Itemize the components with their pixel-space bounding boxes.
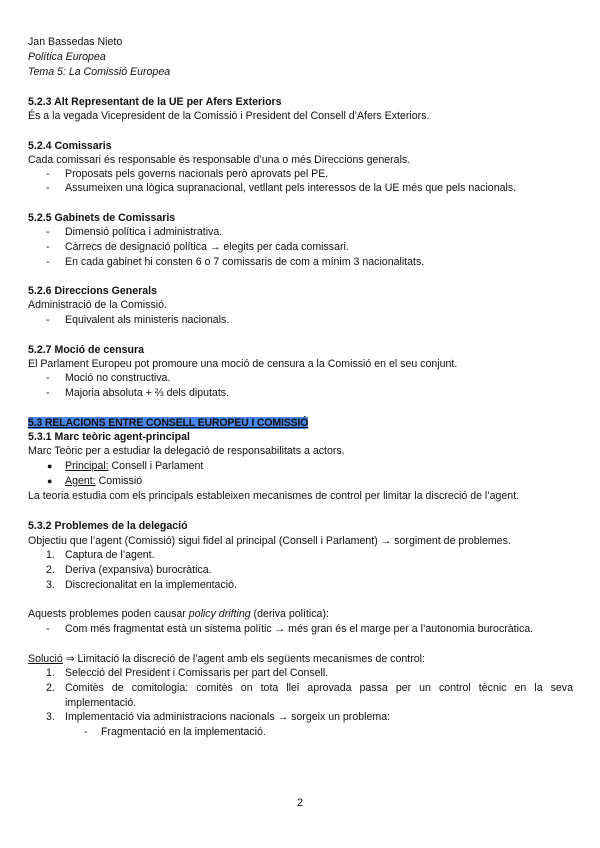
list-item-text: Majoria absoluta + ⅔ dels diputats. [65, 387, 230, 399]
dash-bullet: - [84, 726, 88, 738]
dash-bullet: - [46, 241, 50, 253]
numbered-item-text: Discrecionalitat en la implementació. [65, 579, 237, 591]
numbered-item-text: Deriva (expansiva) burocràtica. [65, 564, 212, 576]
highlighted-title: 5.3 RELACIONS ENTRE CONSELL EUROPEU I COMISSIÓ [28, 417, 309, 429]
drift-suffix: (deriva política): [250, 608, 329, 620]
bullet-dot: ● [47, 476, 53, 486]
solution-label: Solució [28, 653, 63, 665]
list-item-text: Càrrecs de designació política → elegits per cada comissari. [65, 241, 349, 253]
principal-label: Principal: [65, 460, 109, 472]
item-number: 3. [46, 711, 55, 723]
paragraph: El Parlament Europeu pot promoure una moció de censura a la Comissió en el seu conjunt. [28, 358, 458, 370]
agent-label: Agent: [65, 475, 96, 487]
bullet-dot: ● [47, 461, 53, 471]
agent-value: Comissió [95, 475, 143, 487]
list-item-text: Assumeixen una lògica supranacional, vetllant pels interessos de la UE més que pels nacionals. [65, 182, 517, 194]
numbered-item-text: Implementació via administracions nacionals → sorgeix un problema: [65, 711, 391, 723]
page-number: 2 [296, 797, 304, 809]
section-heading-5-2-4: 5.2.4 Comissaris [28, 140, 112, 152]
list-item-text: En cada gabinet hi consten 6 o 7 comissaris de com a mínim 3 nacionalitats. [65, 256, 425, 268]
item-number: 1. [46, 549, 55, 561]
list-item-text: Moció no constructiva. [65, 372, 171, 384]
paragraph: Marc Teòric per a estudiar la delegació de responsabilitats a actors. [28, 445, 345, 457]
course-name: Política Europea [28, 51, 106, 63]
paragraph: La teoria estudia com els principals estableixen mecanismes de control per limitar la discreció de l’agent. [28, 490, 520, 502]
numbered-item-text: implementació. [65, 697, 137, 709]
numbered-item-text: Comitès de comitologia: comitès on tota llei aprovada passa per un control tècnic en la seva [65, 682, 573, 694]
paragraph: Cada comissari és responsable és responsable d’una o més Direccions generals. [28, 154, 411, 166]
list-item-text: Proposats pels governs nacionals però aprovats pel PE. [65, 168, 329, 180]
item-number: 1. [46, 667, 55, 679]
drift-prefix: Aquests problemes poden causar [28, 608, 189, 620]
section-heading-5-3 [28, 417, 308, 430]
numbered-item-text: Captura de l’agent. [65, 549, 155, 561]
dash-bullet: - [46, 314, 50, 326]
topic-title: Tema 5: La Comissió Europea [28, 66, 171, 78]
section-heading-5-2-6: 5.2.6 Direccions Generals [28, 285, 157, 297]
item-number: 3. [46, 579, 55, 591]
paragraph: És a la vegada Vicepresident de la Comissió i President del Consell d’Afers Exteriors. [28, 110, 430, 122]
dash-bullet: - [46, 372, 50, 384]
numbered-item-text: Selecció del President i Comissaris per part del Consell. [65, 667, 329, 679]
paragraph [28, 653, 425, 666]
list-item-text: Com més fragmentat està un sistema polític → més gran és el marge per a l’autonomia burocràtica. [65, 623, 534, 635]
dash-bullet: - [46, 623, 50, 635]
list-item-text: Equivalent als ministeris nacionals. [65, 314, 230, 326]
dash-bullet: - [46, 168, 50, 180]
section-heading-5-2-7: 5.2.7 Moció de censura [28, 344, 144, 356]
principal-value: Consell i Parlament [108, 460, 204, 472]
dash-bullet: - [46, 256, 50, 268]
sub-list-item-text: Fragmentació en la implementació. [101, 726, 266, 738]
dash-bullet: - [46, 226, 50, 238]
section-heading-5-3-1: 5.3.1 Marc teòric agent-principal [28, 431, 190, 443]
solution-text: ⇒ Limitació la discreció de l’agent amb els següents mecanismes de control: [62, 653, 425, 665]
section-heading-5-3-2: 5.3.2 Problemes de la delegació [28, 520, 188, 532]
author-name: Jan Bassedas Nieto [28, 36, 123, 48]
item-number: 2. [46, 564, 55, 576]
paragraph: Administració de la Comissió. [28, 299, 167, 311]
item-number: 2. [46, 682, 55, 694]
policy-drifting-term: policy drifting [188, 608, 251, 620]
dash-bullet: - [46, 387, 50, 399]
paragraph [28, 608, 329, 621]
paragraph: Objectiu que l’agent (Comissió) sigui fidel al principal (Consell i Parlament) → sorgiment de problemes. [28, 535, 511, 547]
list-item-text: Dimensió política i administrativa. [65, 226, 223, 238]
section-heading-5-2-3: 5.2.3 Alt Representant de la UE per Afers Exteriors [28, 96, 282, 108]
section-heading-5-2-5: 5.2.5 Gabinets de Comissaris [28, 212, 176, 224]
dash-bullet: - [46, 182, 50, 194]
